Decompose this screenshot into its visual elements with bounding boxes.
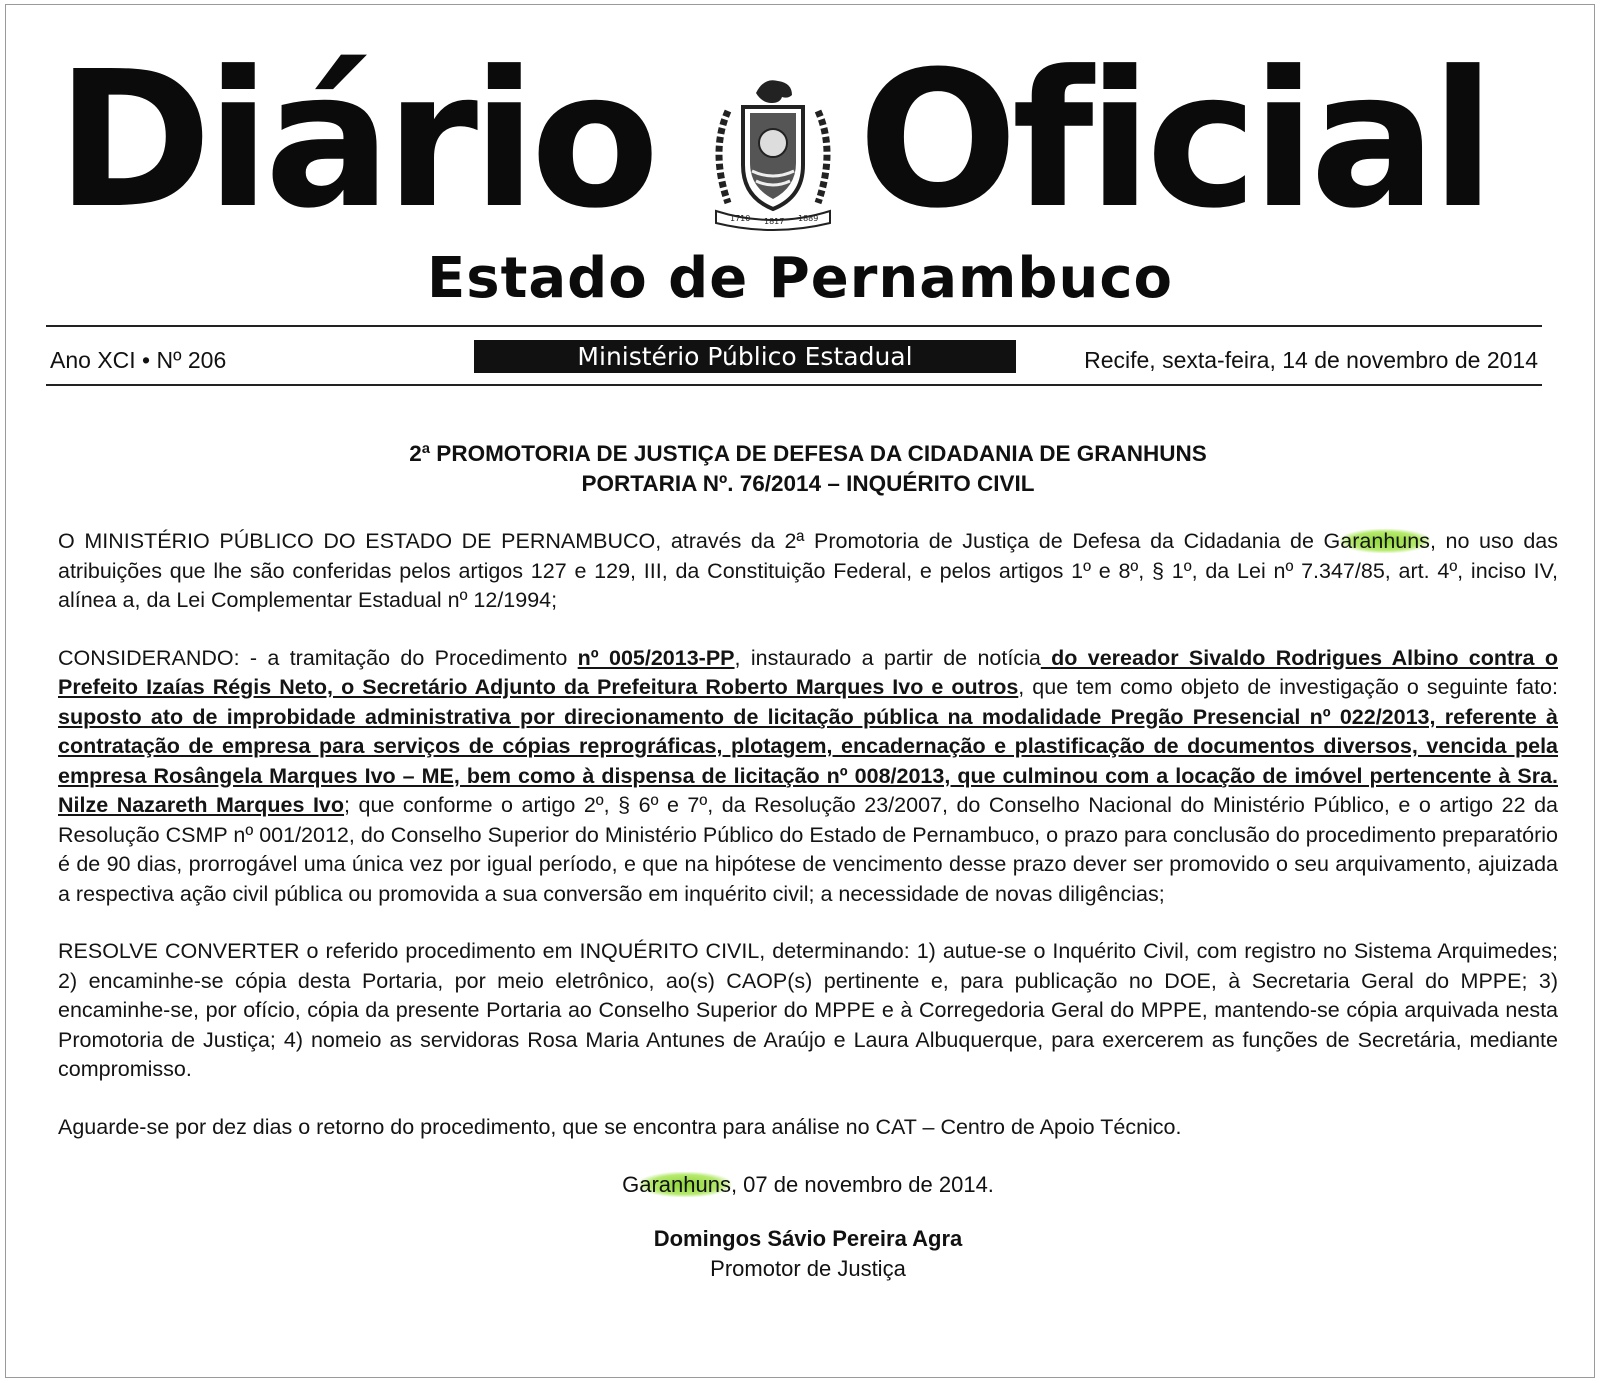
signer-title: Promotor de Justiça (710, 1256, 906, 1281)
paragraph-preamble: O MINISTÉRIO PÚBLICO DO ESTADO DE PERNAMBUCO, através da 2ª Promotoria de Justiça de Defesa da Cidadania de Garanhuns, no uso das atribuições que lhe são conferidas pelos artigos 127 e 129, III, da Constituição Federal, e pelos artigos 1º e 8º, § 1º, da Lei nº 7.347/85, art. 4º, inciso IV, alínea a, da Lei Complementar Estadual nº 12/1994; (58, 529, 1558, 612)
bottom-rule (46, 384, 1542, 386)
article-heading-line2: PORTARIA Nº. 76/2014 – INQUÉRITO CIVIL (581, 471, 1035, 496)
svg-text:1889: 1889 (798, 214, 819, 223)
masthead-title-right: Oficial (858, 31, 1490, 250)
masthead (6, 5, 1594, 311)
masthead-title-left: Diário (56, 31, 654, 250)
issue-number: Ano XCI • Nº 206 (50, 347, 227, 373)
highlighted-text: aranhuns (1340, 529, 1430, 553)
svg-text:1710: 1710 (730, 214, 751, 223)
paragraph-aguarde: Aguarde-se por dez dias o retorno do procedimento, que se encontra para análise no CAT – Centro de Apoio Técnico. (58, 1114, 1182, 1139)
newspaper-page (5, 4, 1595, 1378)
highlighted-text: aranhuns (639, 1172, 731, 1197)
section-band: Ministério Público Estadual (474, 340, 1016, 373)
dateline: Recife, sexta-feira, 14 de novembro de 2014 (1084, 347, 1538, 373)
top-rule (46, 325, 1542, 327)
investigated-fact: suposto ato de improbidade administrativa por direcionamento de licitação pública na modalidade Pregão Presencial nº 022/2013, referente à contratação de empresa para serviços de cópias reprográficas, plotagem, encadernação e plastificação de documentos diversos, vencida pela empresa Rosângela Marques Ivo – ME, bem como à dispensa de licitação nº 008/2013, que culminou com a locação de imóvel pertencente à Sra. Nilze Nazareth Marques Ivo (58, 704, 1558, 817)
article-heading-line1: 2ª PROMOTORIA DE JUSTIÇA DE DEFESA DA CIDADANIA DE GRANHUNS (409, 441, 1207, 466)
signer-name: Domingos Sávio Pereira Agra (653, 1226, 963, 1251)
place-date: Garanhuns, 07 de novembro de 2014. (622, 1172, 994, 1197)
procedure-number: nº 005/2013-PP (577, 645, 735, 670)
article (58, 439, 1558, 1284)
state-name: Estado de Pernambuco (426, 246, 1174, 311)
issue-info-bar (46, 337, 1542, 377)
coat-of-arms-icon (698, 71, 848, 231)
paragraph-resolve: RESOLVE CONVERTER o referido procedimento em INQUÉRITO CIVIL, determinando: 1) autue-se o Inquérito Civil, com registro no Sistema Arquimedes; 2) encaminhe-se cópia desta Portaria, por meio eletrônico, ao(s) CAOP(s) pertinente e, para publicação no DOE, à Secretaria Geral do MPPE; 3) encaminhe-se, por ofício, cópia da presente Portaria ao Conselho Superior do MPPE e à Corregedoria Geral do MPPE, mantendo-se cópia arquivada nesta Promotoria de Justiça; 4) nomeio as servidoras Rosa Maria Antunes de Araújo e Laura Albuquerque, para exercerem as funções de Secretária, mediante compromisso. (58, 939, 1558, 1081)
complaint-parties: do vereador Sivaldo Rodrigues Albino contra o Prefeito Izaías Régis Neto, o Secretário Adjunto da Prefeitura Roberto Marques Ivo e outros (58, 645, 1558, 699)
svg-text:1817: 1817 (764, 217, 785, 226)
paragraph-considerando: CONSIDERANDO: - a tramitação do Procedimento nº 005/2013-PP, instaurado a partir de notícia do vereador Sivaldo Rodrigues Albino contra o Prefeito Izaías Régis Neto, o Secretário Adjunto da Prefeitura Roberto Marques Ivo e outros, que tem como objeto de investigação o seguinte fato: suposto ato de improbidade administrativa por direcionamento de licitação pública na modalidade Pregão Presencial nº 022/2013, referente à contratação de empresa para serviços de cópias reprográficas, plotagem, encadernação e plastificação de documentos diversos, vencida pela empresa Rosângela Marques Ivo – ME, bem como à dispensa de licitação nº 008/2013, que culminou com a locação de imóvel pertencente à Sra. Nilze Nazareth Marques Ivo; que conforme o artigo 2º, § 6º e 7º, da Resolução 23/2007, do Conselho Nacional do Ministério Público, e o artigo 22 da Resolução CSMP nº 001/2012, do Conselho Superior do Ministério Público do Estado de Pernambuco, o prazo para conclusão do procedimento preparatório é de 90 dias, prorrogável uma única vez por igual período, e que na hipótese de vencimento desse prazo dever ser promovido o seu arquivamento, ajuizada a respectiva ação civil pública ou promovida a sua conversão em inquérito civil; a necessidade de novas diligências; (58, 645, 1558, 906)
